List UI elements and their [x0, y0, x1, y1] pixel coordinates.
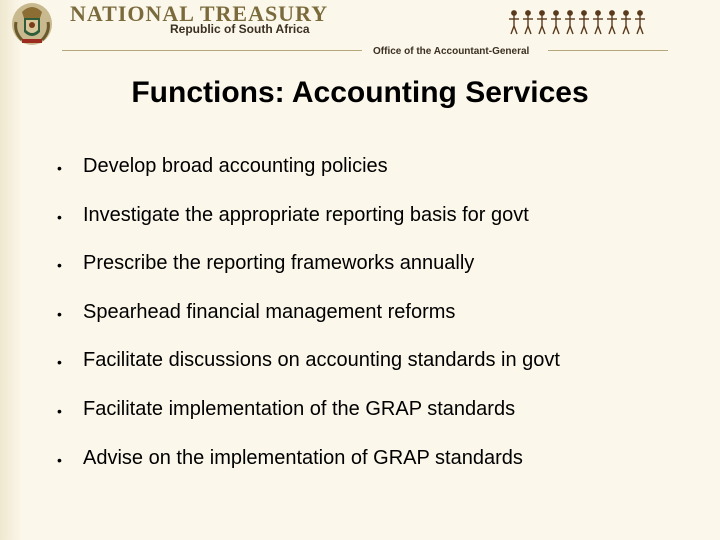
bullet-text: Spearhead financial management reforms [83, 300, 456, 323]
slide-header [0, 0, 720, 62]
bullet-item [57, 201, 707, 250]
bullet-text: Prescribe the reporting frameworks annually [83, 252, 475, 275]
bullet-text: Develop broad accounting policies [83, 155, 388, 177]
bullet-text: Facilitate implementation of the GRAP standards [83, 397, 516, 420]
bullet-item [57, 152, 707, 201]
bullet-item [57, 395, 707, 444]
people-figures-icon [508, 10, 654, 36]
bullet-item [57, 298, 707, 347]
bullet-dot: • [57, 160, 62, 176]
bullet-text: Facilitate discussions on accounting standards in govt [83, 349, 560, 372]
org-name: NATIONAL TREASURY [70, 1, 329, 26]
bullet-item [57, 444, 707, 493]
bullet-item [57, 346, 707, 395]
coat-of-arms-icon [10, 0, 54, 46]
bullet-dot: • [57, 305, 62, 322]
bullet-text: Investigate the appropriate reporting basis for govt [83, 203, 529, 226]
org-subtitle: Republic of South Africa [170, 22, 310, 36]
header-divider-left [62, 50, 362, 51]
bullet-dot: • [57, 354, 62, 371]
office-label: Office of the Accountant-General [373, 46, 530, 57]
bullet-dot: • [57, 208, 62, 225]
bullet-dot: • [57, 451, 62, 468]
slide-title: Functions: Accounting Services [131, 76, 589, 109]
bullet-text: Advise on the implementation of GRAP standards [83, 446, 523, 469]
bullet-item [57, 249, 707, 298]
header-divider-right [548, 50, 668, 51]
bullet-list [57, 152, 707, 492]
bullet-dot: • [57, 257, 62, 274]
bullet-dot: • [57, 402, 62, 419]
